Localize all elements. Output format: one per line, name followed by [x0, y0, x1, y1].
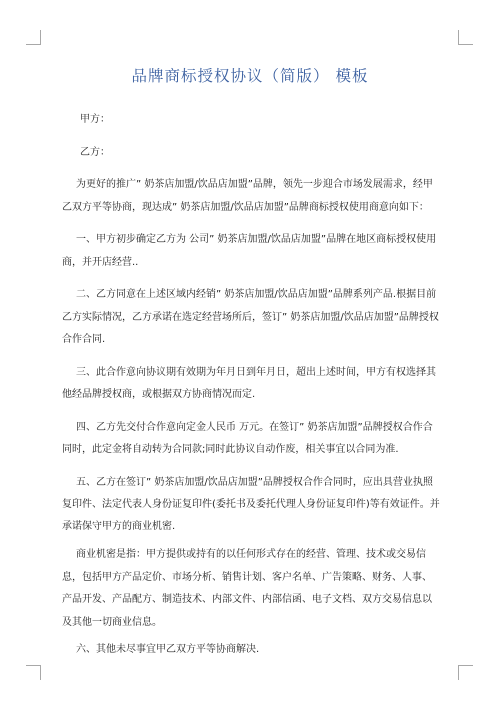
paragraph-intro: 为更好的推广” 奶茶店加盟/饮品店加盟”品牌，领先一步迎合市场发展需求，经甲乙双方平等协商，现达成” 奶茶店加盟/饮品店加盟”品牌商标授权使用商意向如下：	[62, 179, 433, 213]
party-b-label: 乙方：	[80, 146, 110, 158]
document-title: 品牌商标授权协议（简版） 模板	[131, 67, 369, 85]
paragraph-clause-6: 六、其他未尽事宜甲乙双方平等协商解决.	[76, 644, 260, 656]
paragraph-trade-secret: 商业机密是指：甲方提供或持有的以任何形式存在的经营、管理、技术或交易信息，包括甲方产品定价、市场分析、销售计划、客户名单、广告策略、财务、人事、产品开发、产品配方、制造技术、内部文件、内部信函、电子文档、双方交易信息以及其他一切商业信息。	[62, 549, 432, 628]
party-a-label: 甲方：	[80, 114, 110, 125]
crop-mark-top-left	[26, 30, 41, 45]
document-body	[62, 109, 440, 672]
crop-mark-bottom-left	[26, 665, 41, 680]
crop-mark-top-right	[458, 30, 473, 45]
paragraph-clause-4: 四、乙方先交付合作意向定金人民币 万元。在签订” 奶茶店加盟”品牌授权合作合同时，此定金将自动转为合同款;同时此协议自动作废，相关事宜以合同为准.	[62, 421, 433, 455]
crop-mark-bottom-right	[458, 665, 473, 680]
paragraph-clause-3: 三、此合作意向协议期有效期为年月日到年月日，超出上述时间，甲方有权选择其他经品牌授权商，或根据双方协商情况而定.	[62, 366, 436, 400]
paragraph-clause-5: 五、乙方在签订” 奶茶店加盟/饮品店加盟”品牌授权合作合同时，应出具营业执照复印件、法定代表人身份证复印件(委托书及委托代理人身份证复印件)等有效证件。并承诺保守甲方的商业机密.	[62, 476, 440, 533]
paragraph-clause-1: 一、甲方初步确定乙方为 公司” 奶茶店加盟/饮品店加盟”品牌在地区商标授权使用商，并开店经营..	[62, 234, 437, 268]
paragraph-clause-2: 二、乙方同意在上述区域内经销” 奶茶店加盟/饮品店加盟”品牌系列产品.根据目前乙方实际情况，乙方承诺在选定经营场所后，签订” 奶茶店加盟/饮品店加盟”品牌授权合作合同.	[62, 289, 439, 345]
